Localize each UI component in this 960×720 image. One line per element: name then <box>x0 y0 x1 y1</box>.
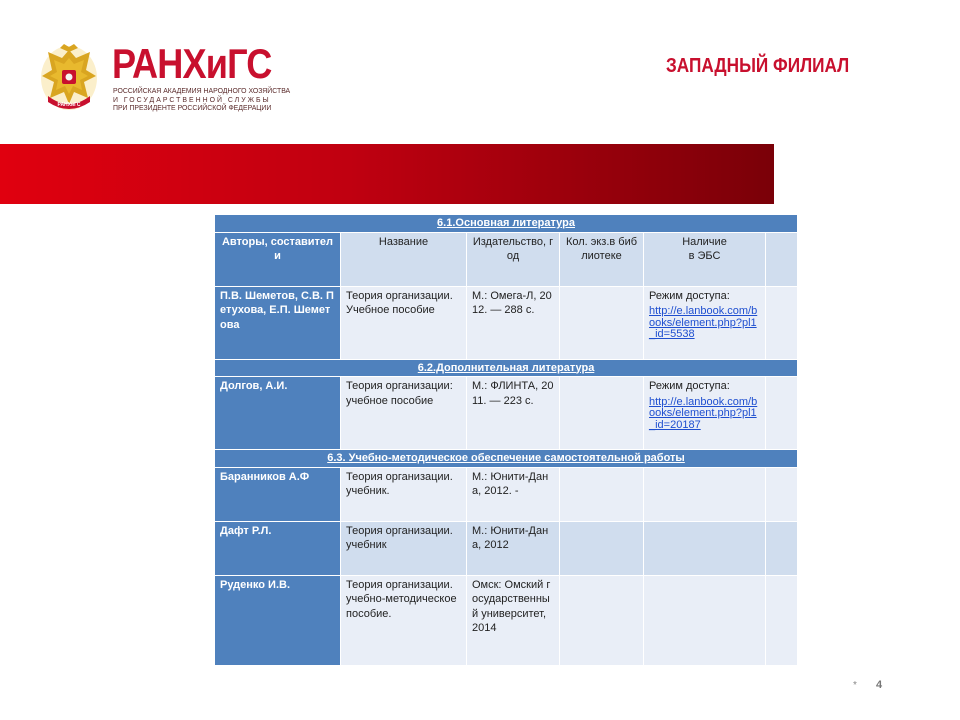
cell-authors: Дафт Р.Л. <box>215 522 341 576</box>
cell-extra <box>766 522 798 576</box>
cell-title: Теория организации: учебное пособие <box>341 377 467 450</box>
cell-ebs <box>644 468 766 522</box>
cell-copies <box>560 287 644 360</box>
column-header-publisher: Издательство, год <box>467 233 560 287</box>
column-header-authors: Авторы, составители <box>215 233 341 287</box>
cell-publisher: М.: Юнити-Дана, 2012 <box>467 522 560 576</box>
cell-publisher: Омск: Омский государственный университет, 2014 <box>467 576 560 666</box>
section-header-main-literature: 6.1.Основная литература <box>215 215 798 233</box>
cell-ebs <box>644 522 766 576</box>
section-header-self-study: 6.3. Учебно-методическое обеспечение самостоятельной работы <box>215 450 798 468</box>
brand-name: РАНХиГС <box>112 40 272 87</box>
cell-copies <box>560 377 644 450</box>
section-header-additional-literature: 6.2.Дополнительная литература <box>215 360 798 378</box>
cell-extra <box>766 287 798 360</box>
academy-logo <box>38 40 291 120</box>
cell-authors: Долгов, А.И. <box>215 377 341 450</box>
branch-title: ЗАПАДНЫЙ ФИЛИАЛ <box>666 55 850 77</box>
footer-dot: * <box>853 680 857 691</box>
column-header-copies: Кол. экз.в библиотеке <box>560 233 644 287</box>
cell-ebs <box>644 377 766 450</box>
cell-copies <box>560 522 644 576</box>
cell-title: Теория организации. учебник <box>341 522 467 576</box>
column-header-title: Название <box>341 233 467 287</box>
table-row <box>215 576 798 666</box>
cell-publisher: М.: Омега-Л, 2012. — 288 с. <box>467 287 560 360</box>
ebs-access-label: Режим доступа: <box>649 380 730 392</box>
cell-authors: Руденко И.В. <box>215 576 341 666</box>
table-row <box>215 468 798 522</box>
column-header-extra <box>766 233 798 287</box>
cell-publisher: М.: ФЛИНТА, 2011. — 223 с. <box>467 377 560 450</box>
cell-authors: П.В. Шеметов, С.В. Петухова, Е.П. Шеметова <box>215 287 341 360</box>
cell-ebs <box>644 576 766 666</box>
cell-authors: Баранников А.Ф <box>215 468 341 522</box>
red-header-band <box>0 144 774 204</box>
table-row <box>215 377 798 450</box>
cell-title: Теория организации. учебно-методическое пособие. <box>341 576 467 666</box>
column-header-ebs: Наличие в ЭБС <box>644 233 766 287</box>
emblem-caption: РАНХиГС <box>57 102 81 108</box>
double-headed-eagle-emblem-icon <box>38 40 100 116</box>
ebs-link[interactable]: http://e.lanbook.com/books/element.php?pl1_id=5538 <box>649 305 758 340</box>
literature-table <box>215 215 798 666</box>
page-number: 4 <box>876 679 883 691</box>
cell-ebs <box>644 287 766 360</box>
cell-extra <box>766 576 798 666</box>
brand-subtitle-line-3: ПРИ ПРЕЗИДЕНТЕ РОССИЙСКОЙ ФЕДЕРАЦИИ <box>113 103 272 113</box>
brand-subtitle-line-1: РОССИЙСКАЯ АКАДЕМИЯ НАРОДНОГО ХОЗЯЙСТВА <box>113 86 291 95</box>
cell-title: Теория организации. учебник. <box>341 468 467 522</box>
cell-title: Теория организации. Учебное пособие <box>341 287 467 360</box>
cell-publisher: М.: Юнити-Дана, 2012. - <box>467 468 560 522</box>
cell-extra <box>766 468 798 522</box>
cell-extra <box>766 377 798 450</box>
ebs-access-label: Режим доступа: <box>649 289 730 302</box>
table-header-row <box>215 233 798 287</box>
literature-table-container <box>215 215 798 666</box>
brand-subtitle-line-2: И ГОСУДАРСТВЕННОЙ СЛУЖБЫ <box>113 94 271 104</box>
cell-copies <box>560 576 644 666</box>
brand-subtitle <box>113 86 291 113</box>
ebs-link[interactable]: http://e.lanbook.com/books/element.php?pl1_id=20187 <box>649 395 758 431</box>
table-row <box>215 522 798 576</box>
cell-copies <box>560 468 644 522</box>
table-row <box>215 287 798 360</box>
